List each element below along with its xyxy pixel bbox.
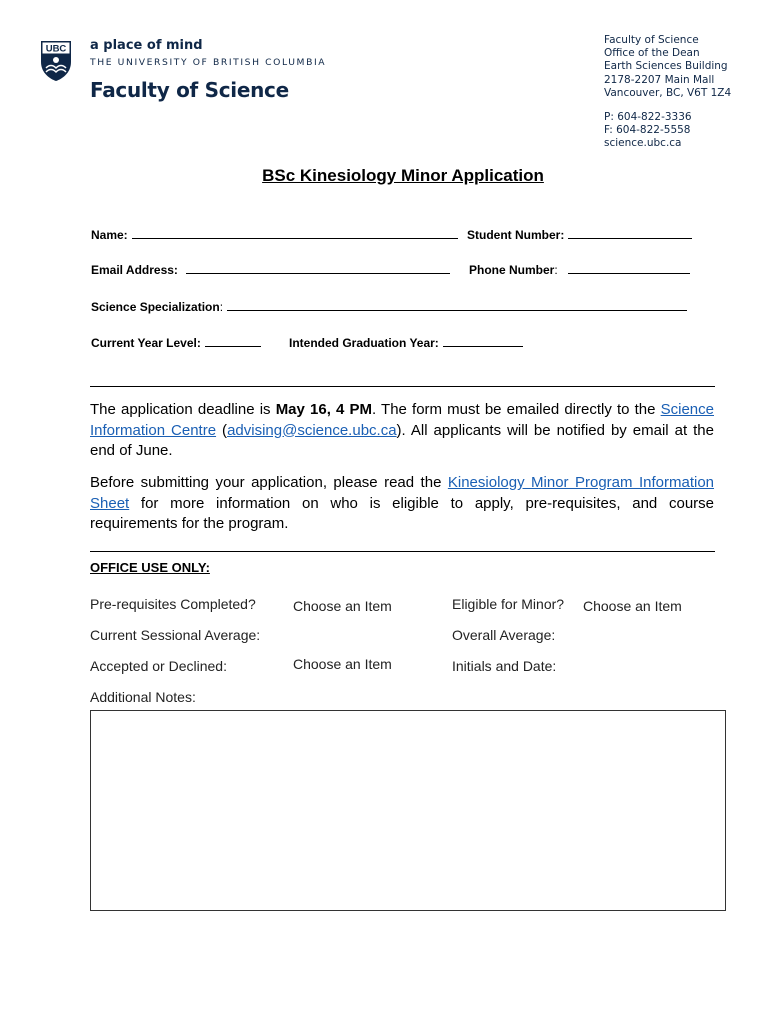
name-label: Name: bbox=[91, 228, 128, 242]
additional-notes-box[interactable] bbox=[90, 710, 726, 911]
deadline-text: ( bbox=[216, 421, 228, 439]
current-year-input[interactable] bbox=[205, 334, 261, 347]
eligible-label: Eligible for Minor? bbox=[452, 596, 565, 612]
phone-label: Phone Number bbox=[469, 263, 555, 277]
office-address bbox=[604, 34, 731, 100]
website-line: science.ubc.ca bbox=[604, 137, 682, 150]
deadline-paragraph bbox=[90, 400, 714, 462]
email-input[interactable] bbox=[186, 261, 450, 274]
science-information-centre-link[interactable]: Science Information Centre bbox=[90, 401, 714, 439]
accepted-dropdown[interactable]: Choose an Item bbox=[293, 656, 392, 672]
advising-email-link[interactable]: advising@science.ubc.ca bbox=[227, 421, 397, 439]
phone-field[interactable]: Phone Number: bbox=[469, 261, 690, 277]
info-text: for more information on who is eligible to apply, pre-requisites, and course requirements for the program. bbox=[90, 494, 714, 532]
email-field[interactable] bbox=[91, 261, 450, 277]
fax-line: F: 604-822-5558 bbox=[604, 124, 691, 137]
graduation-year-input[interactable] bbox=[443, 334, 523, 347]
phone-line: P: 604-822-3336 bbox=[604, 111, 692, 123]
student-number-label: Student Number: bbox=[467, 228, 565, 242]
accepted-label: Accepted or Declined: bbox=[90, 658, 227, 674]
divider-top bbox=[90, 386, 715, 387]
current-year-field[interactable] bbox=[91, 334, 261, 350]
email-label: Email Address: bbox=[91, 263, 178, 277]
name-field[interactable] bbox=[91, 226, 458, 242]
crest-text: UBC bbox=[45, 43, 67, 55]
divider-bottom bbox=[90, 551, 715, 552]
address-line: Faculty of Science bbox=[604, 34, 699, 46]
phone-input[interactable] bbox=[568, 261, 690, 274]
prereq-label: Pre-requisites Completed? bbox=[90, 596, 256, 612]
deadline-date: May 16, 4 PM bbox=[275, 401, 372, 418]
prereq-dropdown[interactable]: Choose an Item bbox=[293, 598, 392, 614]
address-line: 2178-2207 Main Mall bbox=[604, 73, 715, 86]
university-name: THE UNIVERSITY OF BRITISH COLUMBIA bbox=[90, 57, 327, 68]
address-line: Office of the Dean bbox=[604, 47, 700, 60]
tagline: a place of mind bbox=[90, 38, 203, 53]
ubc-crest-icon bbox=[40, 40, 72, 82]
specialization-label: Science Specialization bbox=[91, 300, 220, 314]
address-line: Vancouver, BC, V6T 1Z4 bbox=[604, 86, 732, 99]
additional-notes-label: Additional Notes: bbox=[90, 689, 196, 705]
faculty-name: Faculty of Science bbox=[90, 78, 289, 102]
office-use-heading: OFFICE USE ONLY: bbox=[90, 560, 210, 575]
specialization-field[interactable]: Science Specialization: bbox=[91, 298, 687, 314]
office-contact bbox=[604, 111, 692, 151]
current-year-label: Current Year Level: bbox=[91, 336, 201, 350]
deadline-text: The application deadline is bbox=[90, 401, 276, 418]
address-line: Earth Sciences Building bbox=[604, 60, 728, 73]
overall-average-label: Overall Average: bbox=[452, 627, 556, 643]
sessional-average-label: Current Sessional Average: bbox=[90, 627, 261, 643]
eligible-dropdown[interactable]: Choose an Item bbox=[583, 598, 682, 614]
deadline-text: . The form must be emailed directly to the bbox=[372, 401, 661, 418]
info-text: Before submitting your application, please read the bbox=[90, 474, 448, 491]
graduation-year-field[interactable] bbox=[289, 334, 523, 350]
student-number-input[interactable] bbox=[568, 226, 692, 239]
initials-date-label: Initials and Date: bbox=[452, 658, 557, 674]
form-title: BSc Kinesiology Minor Application bbox=[262, 166, 544, 185]
deadline-text: ). All applicants will be notified by email at the end of June. bbox=[90, 421, 714, 459]
student-number-field[interactable] bbox=[467, 226, 692, 242]
info-sheet-paragraph bbox=[90, 473, 714, 535]
info-sheet-link[interactable]: Kinesiology Minor Program Information Sheet bbox=[90, 474, 715, 512]
name-input[interactable] bbox=[132, 226, 458, 239]
graduation-year-label: Intended Graduation Year: bbox=[289, 336, 439, 350]
specialization-input[interactable] bbox=[227, 298, 687, 311]
